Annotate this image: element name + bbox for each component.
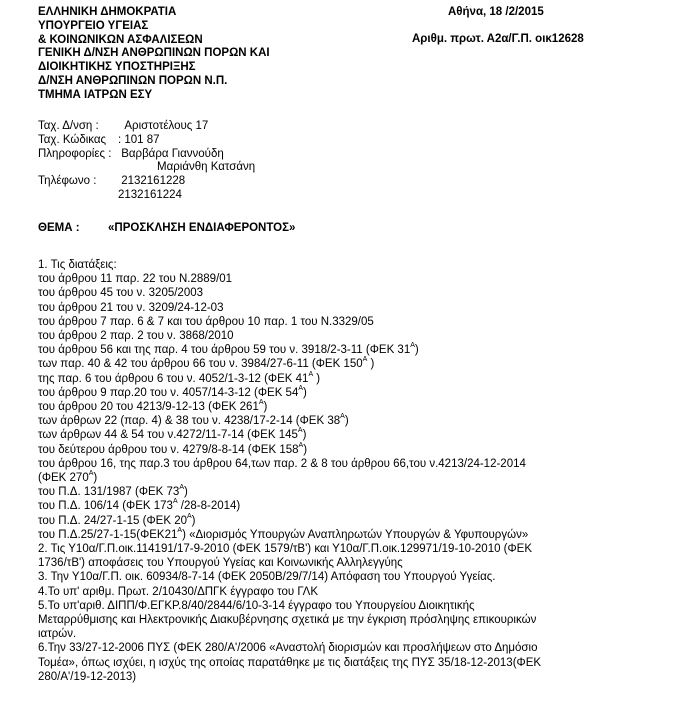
- close-paren: ): [184, 486, 188, 499]
- law-item: [38, 400, 638, 414]
- letterhead-line: & ΚΟΙΝΩΝΙΚΩΝ ΑΣΦΑΛΙΣΕΩΝ: [38, 33, 203, 46]
- item-6-line: 6.Την 33/27-12-2006 ΠΥΣ (ΦΕΚ 280/Α'/2006 «Αναστολή διορισμών και προσλήψεων στο Δημόσιο: [38, 642, 538, 655]
- law-item: [38, 343, 638, 357]
- superscript: Α: [362, 356, 368, 364]
- law-text: του Π.Δ. 24/27-1-15 (ΦΕΚ 20: [38, 514, 187, 527]
- document-date: Αθήνα, 18 /2/2015: [448, 6, 544, 18]
- item-5-line: Μεταρρύθμισης και Ηλεκτρονικής Διακυβέρνησης σχετικά με την έγκριση πρόσληψης επικουρικών: [38, 614, 537, 627]
- subject-label: ΘΕΜΑ :: [38, 222, 80, 234]
- letterhead-line: ΥΠΟΥΡΓΕΙΟ ΥΓΕΙΑΣ: [38, 19, 149, 32]
- info-label: Πληροφορίες :: [38, 147, 112, 160]
- law-item: του άρθρου 45 του ν. 3205/2003: [38, 287, 204, 300]
- phone-2: 2132161224: [118, 188, 182, 201]
- law-item: του άρθρου 2 παρ. 2 του ν. 3868/2010: [38, 330, 234, 343]
- close-paren: ): [344, 415, 349, 428]
- law-item: [38, 357, 638, 371]
- info-row: [38, 148, 255, 162]
- phone-row: [38, 175, 255, 189]
- law-text-tail: ) «Διορισμός Υπουργών Αναπληρωτών Υπουργών & Υφυπουργών»: [182, 528, 529, 541]
- close-paren: ): [302, 429, 307, 442]
- superscript: Α: [410, 342, 415, 350]
- law-text: του Π.Δ. 106/14 (ΦΕΚ 173: [38, 500, 173, 513]
- item-2-line: 2. Τις Υ10α/Γ.Π.οικ.114191/17-9-2010 (ΦΕΚ 1579/τΒ') και Υ10α/Γ.Π.οικ.129971/19-10-2010 (ΦΕΚ: [38, 543, 533, 556]
- postcode-value: : 101 87: [118, 133, 160, 146]
- phone-row-2: [38, 189, 255, 203]
- law-item: [38, 414, 638, 428]
- law-item: [38, 514, 638, 528]
- law-text: των άρθρων 44 & 54 του ν.4272/11-7-14 (ΦΕΚ 145: [38, 429, 298, 442]
- close-paren: ): [313, 372, 321, 385]
- superscript: Α: [298, 384, 304, 392]
- subject-value: «ΠΡΟΣΚΛΗΣΗ ΕΝΔΙΑΦΕΡΟΝΤΟΣ»: [108, 222, 296, 234]
- law-text: του Π.Δ.25/27-1-15(ΦΕΚ21: [38, 528, 178, 541]
- letterhead-line: Δ/ΝΣΗ ΑΝΘΡΩΠΙΝΩΝ ΠΟΡΩΝ Ν.Π.: [38, 74, 228, 87]
- law-text: του δεύτερου άρθρου του ν. 4279/8-8-14 (ΦΕΚ 158: [38, 443, 299, 456]
- superscript: Α: [298, 441, 304, 449]
- law-item: [38, 386, 638, 400]
- address-row: [38, 120, 255, 134]
- law-text: του άρθρου 56 και της παρ. 4 του άρθρου 59 του ν. 3918/2-3-11 (ΦΕΚ 31: [38, 344, 411, 357]
- law-item: [38, 499, 638, 513]
- law-text: του άρθρου 9 παρ.20 του ν. 4057/14-3-12 (ΦΕΚ 54: [38, 386, 299, 399]
- info-person-1: Βαρβάρα Γιαννούδη: [121, 147, 224, 160]
- law-item: του άρθρου 16, της παρ.3 του άρθρου 64,των παρ. 2 & 8 του άρθρου 66,του ν.4213/24-12-2014: [38, 457, 526, 470]
- close-paren: ): [303, 443, 308, 456]
- superscript: Α: [297, 427, 303, 435]
- address-label: Ταχ. Δ/νση :: [38, 120, 99, 132]
- info-row-2: [38, 161, 255, 175]
- law-item: του άρθρου 11 παρ. 22 του Ν.2889/01: [38, 273, 233, 286]
- info-person-2: Μαριάνθη Κατσάνη: [157, 161, 256, 174]
- phone-label: Τηλέφωνο :: [38, 175, 97, 188]
- law-item: του άρθρου 21 του ν. 3209/24-12-03: [38, 301, 224, 314]
- item-4: 4.Το υπ' αριθμ. Πρωτ. 2/10430/ΔΠΓΚ έγγραφο του ΓΛΚ: [38, 585, 319, 598]
- address-value: Αριστοτέλους 17: [124, 120, 209, 132]
- letterhead-line: ΓΕΝΙΚΗ Δ/ΝΣΗ ΑΝΘΡΩΠΙΝΩΝ ΠΟΡΩΝ ΚΑΙ: [38, 47, 270, 60]
- item-6-line: Τομέα», όπως ισχύει, η ισχύς της οποίας παρατάθηκε με τις διατάξεις της ΠΥΣ 35/18-12-2013(ΦΕΚ: [38, 656, 542, 669]
- law-text: των άρθρων 22 (παρ. 4) & 38 του ν. 4238/17-2-14 (ΦΕΚ 38: [38, 415, 341, 428]
- close-paren: ): [303, 386, 307, 399]
- close-paren: ): [367, 358, 375, 371]
- letterhead-line: ΤΜΗΜΑ ΙΑΤΡΩΝ ΕΣΥ: [38, 88, 153, 101]
- superscript: Α: [308, 370, 314, 378]
- body-intro: 1. Τις διατάξεις:: [38, 259, 117, 271]
- postcode-row: [38, 134, 255, 148]
- close-paren: ): [414, 344, 419, 357]
- law-text: της παρ. 6 του άρθρου 6 του ν. 4052/1-3-12 (ΦΕΚ 41: [38, 372, 309, 385]
- superscript: Α: [177, 526, 183, 534]
- superscript: Α: [88, 470, 94, 478]
- law-item-cont: [38, 471, 638, 485]
- law-text: (ΦΕΚ 270: [38, 472, 89, 485]
- superscript: Α: [172, 498, 178, 506]
- contact-block: [38, 120, 255, 203]
- superscript: Α: [179, 484, 184, 492]
- postcode-label: Ταχ. Κώδικας: [38, 133, 107, 146]
- item-5-line: 5.Το υπ'αριθ. ΔΙΠΠ/Φ.ΕΓΚΡ.8/40/2844/6/10-3-14 έγγραφο του Υπουργείου Διοικητικής: [38, 599, 475, 612]
- law-item: [38, 428, 638, 442]
- law-text: του άρθρου 20 του 4213/9-12-13 (ΦΕΚ 261: [38, 401, 259, 414]
- law-text-tail: /28-8-2014): [177, 500, 241, 513]
- superscript: Α: [340, 413, 345, 421]
- law-item: του άρθρου 7 παρ. 6 & 7 και του άρθρου 10 παρ. 1 του Ν.3329/05: [38, 315, 374, 328]
- superscript: Α: [186, 512, 192, 520]
- letterhead: [38, 6, 270, 103]
- law-item: [38, 372, 638, 386]
- close-paren: ): [263, 401, 268, 414]
- subject: [38, 222, 296, 234]
- close-paren: ): [191, 514, 196, 527]
- item-3: 3. Την Υ10α/Γ.Π. οικ. 60934/8-7-14 (ΦΕΚ 2050Β/29/7/14) Απόφαση του Υπουργού Υγείας.: [38, 571, 496, 584]
- law-item: [38, 485, 638, 499]
- item-5-line: ιατρών.: [38, 628, 77, 641]
- item-6-line: 280/Α'/19-12-2013): [38, 670, 137, 683]
- phone-1: 2132161228: [121, 175, 186, 188]
- superscript: Α: [258, 399, 264, 407]
- law-item: [38, 443, 638, 457]
- close-paren: ): [93, 472, 98, 485]
- document-body: [38, 258, 638, 684]
- law-text: των παρ. 40 & 42 του άρθρου 66 του ν. 3984/27-6-11 (ΦΕΚ 150: [38, 358, 363, 371]
- letterhead-line: ΕΛΛΗΝΙΚΗ ΔΗΜΟΚΡΑΤΙΑ: [38, 6, 177, 18]
- letterhead-line: ΔΙΟΙΚΗΤΙΚΗΣ ΥΠΟΣΤΗΡΙΞΗΣ: [38, 61, 196, 74]
- item-2-line: 1736/τΒ') αποφάσεις του Υπουργού Υγείας και Κοινωνικής Αλληλεγγύης: [38, 557, 403, 570]
- law-item: [38, 528, 638, 542]
- protocol-number: Αριθμ. πρωτ. Α2α/Γ.Π. οικ12628: [412, 33, 584, 45]
- law-text: του Π.Δ. 131/1987 (ΦΕΚ 73: [38, 486, 180, 499]
